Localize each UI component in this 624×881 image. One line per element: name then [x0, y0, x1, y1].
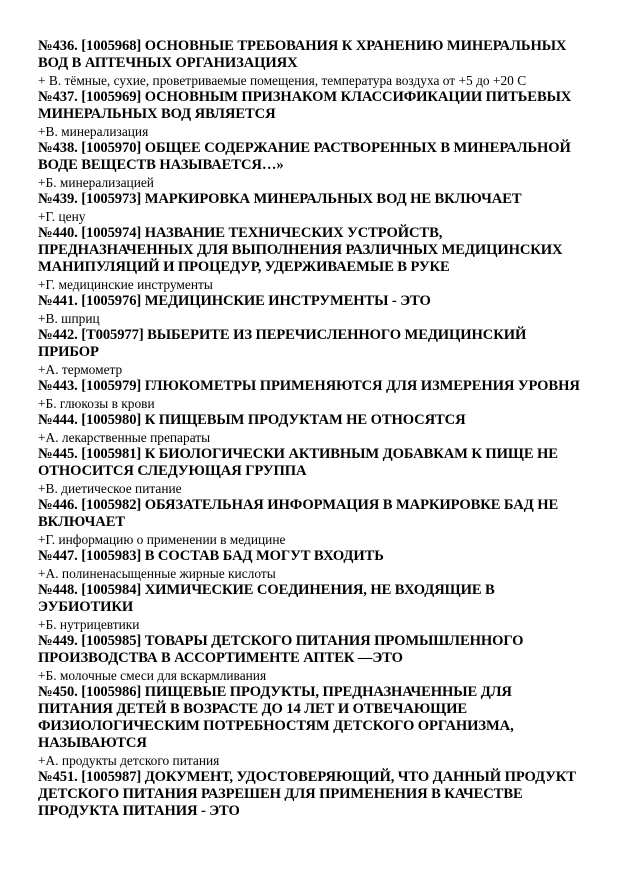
- answer-text: +Б. молочные смеси для вскармливания: [38, 668, 267, 683]
- question-text: №441. [1005976] МЕДИЦИНСКИЕ ИНСТРУМЕНТЫ - ЭТО: [38, 293, 431, 309]
- question-item: [38, 633, 586, 684]
- question-text: №440. [1005974] НАЗВАНИЕ ТЕХНИЧЕСКИХ УСТРОЙСТВ, ПРЕДНАЗНАЧЕННЫХ ДЛЯ ВЫПОЛНЕНИЯ РАЗЛИЧНЫХ МЕДИЦИНСКИХ МАНИПУЛЯЦИЙ И ПРОЦЕДУР, УДЕРЖИВАЕМЫЕ В РУКЕ: [38, 225, 563, 275]
- question-item: [38, 191, 586, 225]
- question-item: [38, 225, 586, 293]
- answer-text: +Г. информацию о применении в медицине: [38, 532, 286, 547]
- question-item: [38, 769, 586, 820]
- question-text: №447. [1005983] В СОСТАВ БАД МОГУТ ВХОДИТЬ: [38, 548, 384, 564]
- question-text: №449. [1005985] ТОВАРЫ ДЕТСКОГО ПИТАНИЯ ПРОМЫШЛЕННОГО ПРОИЗВОДСТВА В АССОРТИМЕНТЕ АПТЕК —ЭТО: [38, 633, 524, 666]
- question-text: №437. [1005969] ОСНОВНЫМ ПРИЗНАКОМ КЛАССИФИКАЦИИ ПИТЬЕВЫХ МИНЕРАЛЬНЫХ ВОД ЯВЛЯЕТСЯ: [38, 89, 572, 122]
- question-item: [38, 293, 586, 327]
- answer-text: +Б. глюкозы в крови: [38, 396, 155, 411]
- question-text: №444. [1005980] К ПИЩЕВЫМ ПРОДУКТАМ НЕ ОТНОСЯТСЯ: [38, 412, 466, 428]
- answer-text: +В. диетическое питание: [38, 481, 182, 496]
- question-item: [38, 497, 586, 548]
- answer-text: +Б. нутрицевтики: [38, 617, 140, 632]
- question-text: №438. [1005970] ОБЩЕЕ СОДЕРЖАНИЕ РАСТВОРЕННЫХ В МИНЕРАЛЬНОЙ ВОДЕ ВЕЩЕСТВ НАЗЫВАЕТСЯ…»: [38, 140, 571, 173]
- question-item: [38, 446, 586, 497]
- answer-text: +А. лекарственные препараты: [38, 430, 211, 445]
- question-item: [38, 378, 586, 412]
- answer-text: +А. продукты детского питания: [38, 753, 220, 768]
- answer-text: +А. полиненасыщенные жирные кислоты: [38, 566, 276, 581]
- question-text: №442. [Т005977] ВЫБЕРИТЕ ИЗ ПЕРЕЧИСЛЕННОГО МЕДИЦИНСКИЙ ПРИБОР: [38, 327, 527, 360]
- question-item: [38, 89, 586, 140]
- answer-text: +А. термометр: [38, 362, 123, 377]
- question-text: №451. [1005987] ДОКУМЕНТ, УДОСТОВЕРЯЮЩИЙ, ЧТО ДАННЫЙ ПРОДУКТ ДЕТСКОГО ПИТАНИЯ РАЗРЕШЕН ДЛЯ ПРИМЕНЕНИЯ В КАЧЕСТВЕ ПРОДУКТА ПИТАНИЯ - ЭТО: [38, 769, 576, 819]
- question-text: №445. [1005981] К БИОЛОГИЧЕСКИ АКТИВНЫМ ДОБАВКАМ К ПИЩЕ НЕ ОТНОСИТСЯ СЛЕДУЮЩАЯ ГРУППА: [38, 446, 558, 479]
- question-item: [38, 548, 586, 582]
- question-item: [38, 38, 586, 89]
- question-text: №450. [1005986] ПИЩЕВЫЕ ПРОДУКТЫ, ПРЕДНАЗНАЧЕННЫЕ ДЛЯ ПИТАНИЯ ДЕТЕЙ В ВОЗРАСТЕ ДО 14 ЛЕТ И ОТВЕЧАЮЩИЕ ФИЗИОЛОГИЧЕСКИМ ПОТРЕБНОСТЯМ ДЕТСКОГО ОРГАНИЗМА, НАЗЫВАЮТСЯ: [38, 684, 514, 751]
- question-item: [38, 140, 586, 191]
- answer-text: +Г. медицинские инструменты: [38, 277, 213, 292]
- question-text: №443. [1005979] ГЛЮКОМЕТРЫ ПРИМЕНЯЮТСЯ ДЛЯ ИЗМЕРЕНИЯ УРОВНЯ: [38, 378, 580, 394]
- question-item: [38, 327, 586, 378]
- question-text: №446. [1005982] ОБЯЗАТЕЛЬНАЯ ИНФОРМАЦИЯ В МАРКИРОВКЕ БАД НЕ ВКЛЮЧАЕТ: [38, 497, 559, 530]
- answer-text: +Г. цену: [38, 209, 86, 224]
- answer-text: +Б. минерализацией: [38, 175, 154, 190]
- answer-text: +В. минерализация: [38, 124, 149, 139]
- question-item: [38, 684, 586, 769]
- question-text: №448. [1005984] ХИМИЧЕСКИЕ СОЕДИНЕНИЯ, НЕ ВХОДЯЩИЕ В ЭУБИОТИКИ: [38, 582, 495, 615]
- question-item: [38, 412, 586, 446]
- question-text: №436. [1005968] ОСНОВНЫЕ ТРЕБОВАНИЯ К ХРАНЕНИЮ МИНЕРАЛЬНЫХ ВОД В АПТЕЧНЫХ ОРГАНИЗАЦИЯХ: [38, 38, 567, 71]
- question-list: [38, 38, 586, 820]
- question-text: №439. [1005973] МАРКИРОВКА МИНЕРАЛЬНЫХ ВОД НЕ ВКЛЮЧАЕТ: [38, 191, 522, 207]
- answer-text: +В. шприц: [38, 311, 100, 326]
- question-item: [38, 582, 586, 633]
- answer-text: + В. тёмные, сухие, проветриваемые помещения, температура воздуха от +5 до +20 С: [38, 73, 527, 88]
